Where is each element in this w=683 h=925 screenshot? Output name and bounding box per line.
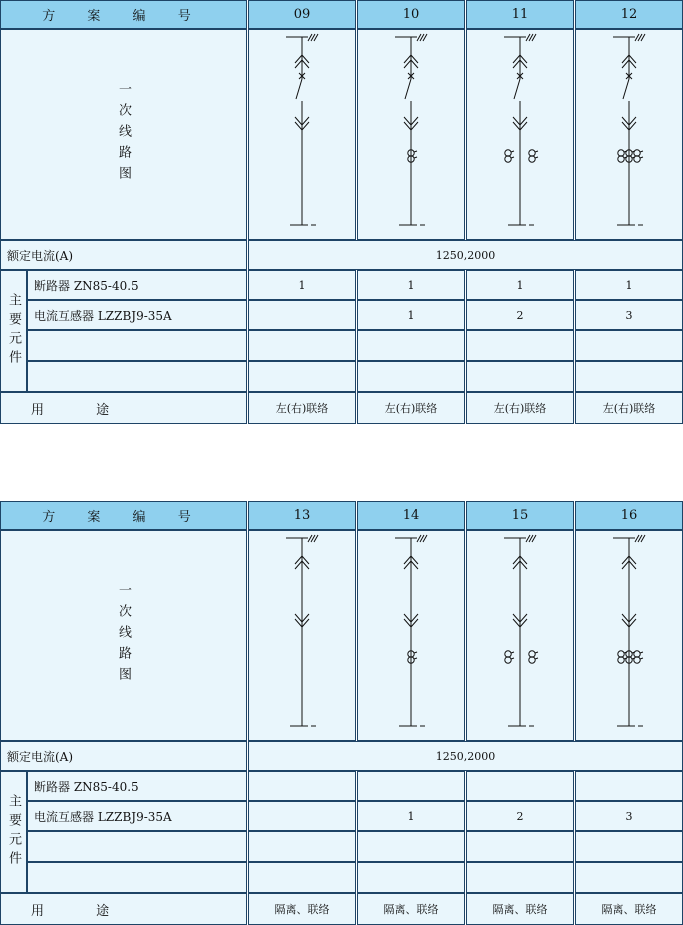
single-line-diagram-10 (381, 29, 441, 240)
empty-cell (466, 862, 574, 893)
busbar-hatch-icon (635, 34, 645, 41)
current-transformer-icon (505, 150, 514, 162)
main-components-label: 主要元件 (0, 771, 27, 893)
empty-row-label (27, 831, 247, 862)
scheme-code-16: 16 (575, 501, 683, 530)
usage-09: 左(右)联络 (248, 392, 356, 424)
current-transformer-icon (408, 150, 417, 162)
current-transformer-icon (634, 651, 643, 663)
single-line-diagram-09 (272, 29, 332, 240)
breaker-qty-09: 1 (248, 270, 356, 300)
breaker-qty-13 (248, 771, 356, 801)
breaker-qty-12: 1 (575, 270, 683, 300)
current-transformer-icon (634, 150, 643, 162)
ct-qty-12: 3 (575, 300, 683, 330)
empty-cell (466, 831, 574, 862)
single-line-diagram-11 (490, 29, 550, 240)
empty-cell (357, 862, 465, 893)
busbar-hatch-icon (417, 34, 427, 41)
diagram-row-label: 一次线路图 (0, 530, 247, 741)
single-line-diagram-13 (272, 530, 332, 741)
scheme-number-header: 方 案 编 号 (0, 501, 247, 530)
scheme-code-09: 09 (248, 0, 356, 29)
scheme-code-14: 14 (357, 501, 465, 530)
single-line-diagram-12 (599, 29, 659, 240)
scheme-table-1 (0, 0, 683, 424)
breaker-qty-16 (575, 771, 683, 801)
scheme-code-10: 10 (357, 0, 465, 29)
empty-cell (248, 862, 356, 893)
current-transformer-icon (529, 651, 538, 663)
ct-qty-15: 2 (466, 801, 574, 831)
empty-cell (248, 330, 356, 361)
busbar-hatch-icon (635, 535, 645, 542)
breaker-row-label: 断路器 ZN85-40.5 (27, 270, 247, 300)
usage-13: 隔离、联络 (248, 893, 356, 925)
busbar-hatch-icon (308, 535, 318, 542)
single-line-diagram-15 (490, 530, 550, 741)
empty-cell (357, 361, 465, 392)
current-transformer-icon (529, 150, 538, 162)
single-line-diagram-16 (599, 530, 659, 741)
scheme-number-header: 方 案 编 号 (0, 0, 247, 29)
scheme-table-2 (0, 501, 683, 925)
ct-qty-16: 3 (575, 801, 683, 831)
ct-row-label: 电流互感器 LZZBJ9-35A (27, 300, 247, 330)
empty-row-label (27, 330, 247, 361)
rated-current-value: 1250,2000 (248, 240, 683, 270)
usage-14: 隔离、联络 (357, 893, 465, 925)
ct-qty-14: 1 (357, 801, 465, 831)
empty-cell (466, 330, 574, 361)
ct-row-label: 电流互感器 LZZBJ9-35A (27, 801, 247, 831)
usage-10: 左(右)联络 (357, 392, 465, 424)
empty-row-label (27, 361, 247, 392)
scheme-code-15: 15 (466, 501, 574, 530)
current-transformer-icon (408, 651, 417, 663)
diagram-row-label: 一次线路图 (0, 29, 247, 240)
empty-cell (575, 361, 683, 392)
empty-cell (357, 831, 465, 862)
usage-label: 用 途 (0, 392, 247, 424)
rated-current-label: 额定电流(A) (0, 240, 247, 270)
usage-11: 左(右)联络 (466, 392, 574, 424)
busbar-hatch-icon (417, 535, 427, 542)
empty-cell (248, 361, 356, 392)
empty-cell (248, 831, 356, 862)
ct-qty-11: 2 (466, 300, 574, 330)
empty-cell (357, 330, 465, 361)
ct-qty-13 (248, 801, 356, 831)
breaker-qty-14 (357, 771, 465, 801)
rated-current-value: 1250,2000 (248, 741, 683, 771)
empty-cell (575, 862, 683, 893)
current-transformer-icon (505, 651, 514, 663)
usage-12: 左(右)联络 (575, 392, 683, 424)
main-components-label: 主要元件 (0, 270, 27, 392)
breaker-row-label: 断路器 ZN85-40.5 (27, 771, 247, 801)
breaker-qty-10: 1 (357, 270, 465, 300)
ct-qty-09 (248, 300, 356, 330)
empty-cell (575, 330, 683, 361)
usage-16: 隔离、联络 (575, 893, 683, 925)
rated-current-label: 额定电流(A) (0, 741, 247, 771)
scheme-code-13: 13 (248, 501, 356, 530)
ct-qty-10: 1 (357, 300, 465, 330)
busbar-hatch-icon (526, 535, 536, 542)
empty-cell (575, 831, 683, 862)
busbar-hatch-icon (526, 34, 536, 41)
usage-15: 隔离、联络 (466, 893, 574, 925)
breaker-qty-11: 1 (466, 270, 574, 300)
empty-cell (466, 361, 574, 392)
empty-row-label (27, 862, 247, 893)
usage-label: 用 途 (0, 893, 247, 925)
breaker-qty-15 (466, 771, 574, 801)
scheme-code-11: 11 (466, 0, 574, 29)
scheme-code-12: 12 (575, 0, 683, 29)
busbar-hatch-icon (308, 34, 318, 41)
single-line-diagram-14 (381, 530, 441, 741)
